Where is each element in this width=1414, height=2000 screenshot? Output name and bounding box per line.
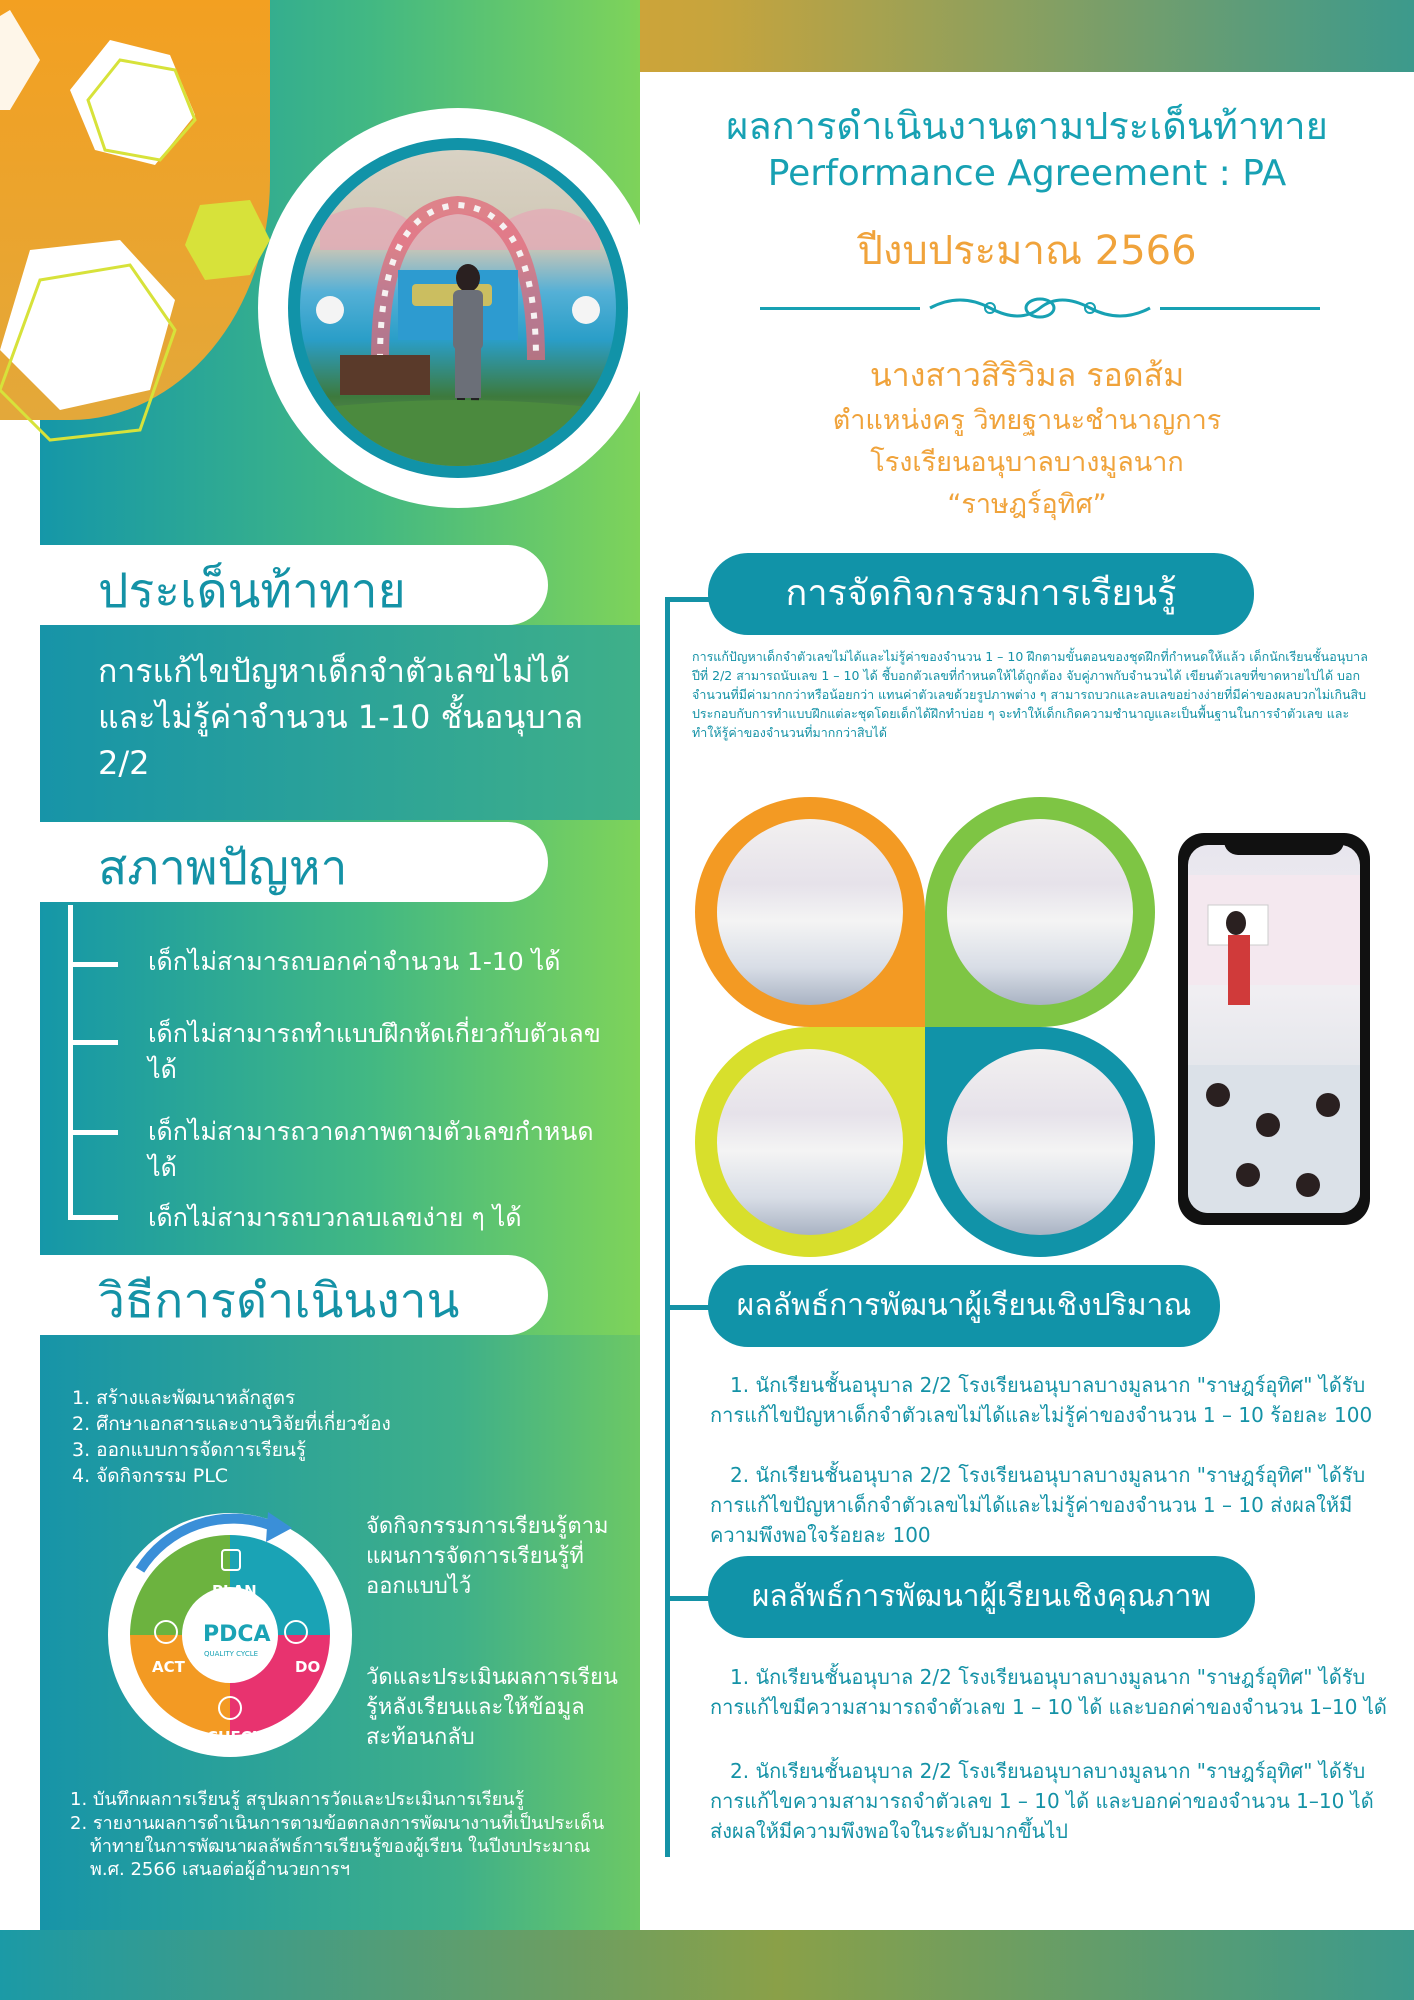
problem-tick bbox=[68, 1040, 118, 1045]
ornament-divider bbox=[920, 290, 1160, 326]
challenge-text: การแก้ไขปัญหาเด็กจำตัวเลขไม่ได้ และไม่รู้ค่าจำนวน 1-10 ชั้นอนุบาล 2/2 bbox=[98, 652, 584, 782]
quant-heading: ผลลัพธ์การพัฒนาผู้เรียนเชิงปริมาณ bbox=[708, 1265, 1220, 1347]
activity-heading: การจัดกิจกรรมการเรียนรู้ bbox=[708, 553, 1254, 635]
phone-notch bbox=[1224, 835, 1344, 855]
bottom-gradient-band bbox=[0, 1930, 1414, 2000]
portrait-illustration bbox=[300, 150, 616, 466]
teacher-portrait-photo bbox=[300, 150, 616, 466]
school-name-suffix: “ราษฎร์อุทิศ” bbox=[947, 489, 1107, 520]
quant-result-1: 1. นักเรียนชั้นอนุบาล 2/2 โรงเรียนอนุบาลบางมูลนาก "ราษฎร์อุทิศ" ได้รับการแก้ไขปัญหาเด็กจำตัวเลขไม่ได้และไม่รู้ค่าของจำนวน 1 – 10 ร้อยละ 100 bbox=[710, 1373, 1373, 1427]
method-step: 2. ศึกษาเอกสารและงานวิจัยที่เกี่ยวข้อง bbox=[72, 1413, 391, 1435]
qual-result-2: 2. นักเรียนชั้นอนุบาล 2/2 โรงเรียนอนุบาลบางมูลนาก "ราษฎร์อุทิศ" ได้รับการแก้ไขความสามารถจำตัวเลข 1 – 10 ได้ และบอกค่าของจำนวน 1–10 ได้ส่งผลให้มีความพึงพอใจในระดับมากขึ้นไป bbox=[710, 1759, 1374, 1843]
pdca-center-sublabel: QUALITY CYCLE bbox=[204, 1650, 259, 1658]
classroom-illustration bbox=[1188, 845, 1360, 1213]
school-name: โรงเรียนอนุบาลบางมูลนาก bbox=[870, 447, 1184, 478]
budget-year: ปีงบประมาณ 2566 bbox=[857, 228, 1197, 274]
problem-tick bbox=[68, 1215, 118, 1220]
activity-photo-3 bbox=[695, 1027, 925, 1257]
challenge-heading-pill bbox=[40, 545, 548, 625]
problem-tick bbox=[68, 962, 118, 967]
teacher-position: ตำแหน่งครู วิทยฐานะชำนาญการ bbox=[832, 405, 1222, 436]
problem-timeline bbox=[68, 905, 73, 1220]
page-subtitle: Performance Agreement : PA bbox=[767, 153, 1287, 194]
problem-heading-pill bbox=[40, 822, 548, 902]
report-item: 1. บันทึกผลการเรียนรู้ สรุปผลการวัดและประเมินการเรียนรู้ bbox=[70, 1789, 525, 1810]
pdca-center-label: PDCA bbox=[203, 1622, 271, 1647]
quant-result-2: 2. นักเรียนชั้นอนุบาล 2/2 โรงเรียนอนุบาลบางมูลนาก "ราษฎร์อุทิศ" ได้รับการแก้ไขปัญหาเด็กจำตัวเลขไม่ได้และไม่รู้ค่าของจำนวน 1 – 10 ส่งผลให้มีความพึงพอใจร้อยละ 100 bbox=[710, 1463, 1366, 1547]
problem-item: เด็กไม่สามารถวาดภาพตามตัวเลขกำหนดได้ bbox=[148, 1117, 594, 1182]
method-step: 4. จัดกิจกรรม PLC bbox=[72, 1465, 229, 1487]
method-step: 3. ออกแบบการจัดการเรียนรู้ bbox=[72, 1439, 307, 1461]
challenge-heading: ประเด็นท้าทาย bbox=[98, 563, 406, 619]
problem-item: เด็กไม่สามารถทำแบบฝึกหัดเกี่ยวกับตัวเลขได้ bbox=[148, 1019, 601, 1084]
activity-photo-4 bbox=[925, 1027, 1155, 1257]
phone-activity-photo bbox=[1188, 845, 1360, 1213]
pdca-do-label: DO bbox=[295, 1658, 321, 1676]
qual-result-1: 1. นักเรียนชั้นอนุบาล 2/2 โรงเรียนอนุบาลบางมูลนาก "ราษฎร์อุทิศ" ได้รับการแก้ไขมีความสามารถจำตัวเลข 1 – 10 ได้ และบอกค่าของจำนวน 1–10 ได้ bbox=[710, 1665, 1387, 1719]
pdca-note-check: วัดและประเมินผลการเรียนรู้หลังเรียนและให้ข้อมูลสะท้อนกลับ bbox=[366, 1665, 618, 1750]
teacher-name: นางสาวสิริวิมล รอดส้ม bbox=[869, 356, 1185, 394]
problem-heading: สภาพปัญหา bbox=[98, 840, 348, 896]
activity-photo-1 bbox=[695, 797, 925, 1027]
page-title: ผลการดำเนินงานตามประเด็นท้าทาย bbox=[726, 104, 1328, 148]
pdca-act-label: ACT bbox=[152, 1658, 185, 1676]
activity-description: การแก้ปัญหาเด็กจำตัวเลขไม่ได้และไม่รู้ค่าของจำนวน 1 – 10 ฝึกตามขั้นตอนของชุดฝึกที่กำหนดให้แล้ว เด็กนักเรียนชั้นอนุบาลปีที่ 2/2 สามารถนับเลข 1 – 10 ได้ ชี้บอกตัวเลขที่กำหนดให้ได้ถูกต้อง จับคู่ภาพกับจำนวนได้ เขียนตัวเลขที่ขาดหายไปได้ บอกจำนวนที่มีค่ามากกว่าหรือน้อยกว่า แทนค่าตัวเลขด้วยรูปภาพต่าง ๆ สามารถบวกและลบเลขอย่างง่ายที่มีค่าของผลบวกไม่เกินสิบ ประกอบกับการทำแบบฝึกแต่ละชุดโดยเด็กได้ฝึกทำบ่อย ๆ จะทำให้เด็กเกิดความชำนาญและเป็นพื้นฐานในการจำตัวเลข และทำให้รู้ค่าของจำนวนที่มากกว่าสิบได้ bbox=[692, 649, 1368, 740]
problem-item: เด็กไม่สามารถบวกลบเลขง่าย ๆ ได้ bbox=[148, 1203, 522, 1232]
right-timeline bbox=[665, 597, 670, 1857]
divider-line bbox=[1160, 307, 1320, 310]
method-heading-pill bbox=[40, 1255, 548, 1335]
activity-photo-2 bbox=[925, 797, 1155, 1027]
divider-line bbox=[760, 307, 920, 310]
pdca-check-label: CHECK bbox=[207, 1728, 264, 1746]
problem-tick bbox=[68, 1130, 118, 1135]
problem-item: เด็กไม่สามารถบอกค่าจำนวน 1-10 ได้ bbox=[148, 947, 561, 976]
pdca-plan-label: PLAN bbox=[212, 1582, 257, 1600]
method-step: 1. สร้างและพัฒนาหลักสูตร bbox=[72, 1387, 296, 1409]
hexagon-decorations bbox=[0, 0, 300, 460]
pdca-note-do: จัดกิจกรรมการเรียนรู้ตามแผนการจัดการเรียนรู้ที่ออกแบบไว้ bbox=[366, 1514, 609, 1599]
qual-heading: ผลลัพธ์การพัฒนาผู้เรียนเชิงคุณภาพ bbox=[708, 1556, 1255, 1638]
report-item: 2. รายงานผลการดำเนินการตามข้อตกลงการพัฒนางานที่เป็นประเด็นท้าทายในการพัฒนาผลลัพธ์การเรียนรู้ของผู้เรียน ในปีงบประมาณ พ.ศ. 2566 เสนอต่อผู้อำนวยการฯ bbox=[70, 1813, 605, 1880]
method-heading: วิธีการดำเนินงาน bbox=[98, 1273, 460, 1329]
